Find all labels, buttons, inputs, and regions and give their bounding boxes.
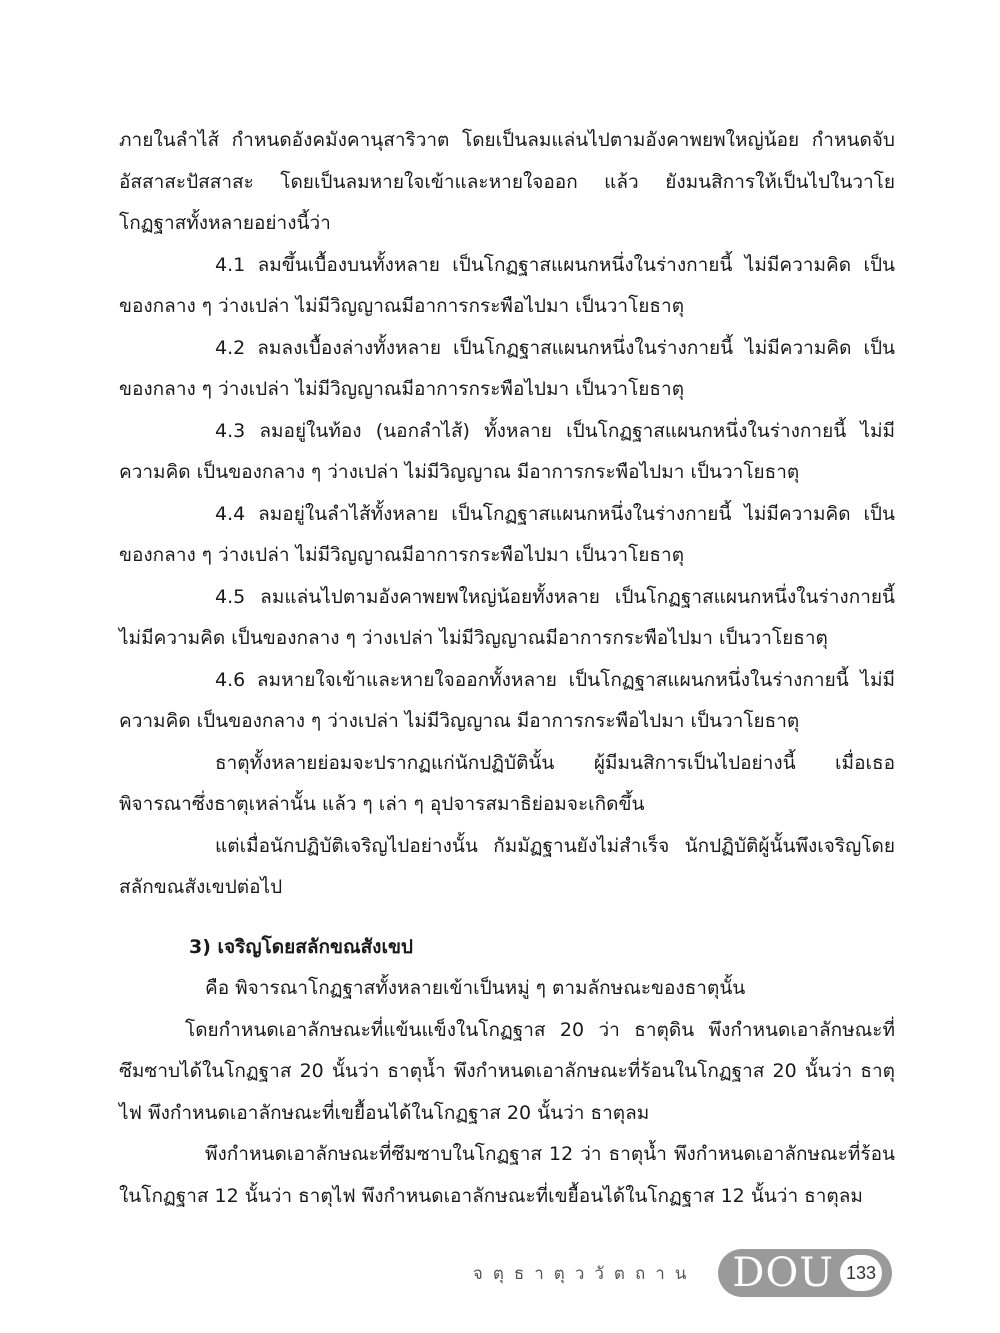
list-item: 4.1 ลมขึ้นเบื้องบนทั้งหลาย เป็นโกฏฐาสแผนกหนึ่งในร่างกายนี้ ไม่มีความคิด เป็นของกลาง ๆ ว่างเปล่า ไม่มีวิญญาณมีอาการกระพือไปมา เป็นวาโยธาตุ	[119, 253, 895, 317]
list-item: 4.3 ลมอยู่ในท้อง (นอกลำไส้) ทั้งหลาย เป็นโกฏฐาสแผนกหนึ่งในร่างกายนี้ ไม่มีความคิด เป็นของกลาง ๆ ว่างเปล่า ไม่มีวิญญาณ มีอาการกระพือไปมา เป็นวาโยธาตุ	[119, 419, 895, 483]
page-number: 133	[840, 1255, 882, 1291]
list-item: 4.4 ลมอยู่ในลำไส้ทั้งหลาย เป็นโกฏฐาสแผนกหนึ่งในร่างกายนี้ ไม่มีความคิด เป็นของกลาง ๆ ว่างเปล่า ไม่มีวิญญาณมีอาการกระพือไปมา เป็นวาโยธาตุ	[119, 502, 895, 566]
list-item: 4.2 ลมลงเบื้องล่างทั้งหลาย เป็นโกฏฐาสแผนกหนึ่งในร่างกายนี้ ไม่มีความคิด เป็นของกลาง ๆ ว่างเปล่า ไม่มีวิญญาณมีอาการกระพือไปมา เป็นวาโยธาตุ	[119, 336, 895, 400]
paragraph: ธาตุทั้งหลายย่อมจะปรากฏแก่นักปฏิบัตินั้น ผู้มีมนสิการเป็นไปอย่างนี้ เมื่อเธอพิจารณาซึ่งธาตุเหล่านั้น แล้ว ๆ เล่า ๆ อุปจารสมาธิย่อมจะเกิดขึ้น	[119, 751, 895, 815]
list-item: 4.6 ลมหายใจเข้าและหายใจออกทั้งหลาย เป็นโกฏฐาสแผนกหนึ่งในร่างกายนี้ ไม่มีความคิด เป็นของกลาง ๆ ว่างเปล่า ไม่มีวิญญาณ มีอาการกระพือไปมา เป็นวาโยธาตุ	[119, 668, 895, 732]
book-title: จตุธาตุววัตถาน	[472, 1263, 697, 1284]
section-heading: 3) เจริญโดยสลักขณสังเขป	[189, 935, 413, 958]
page-footer	[473, 1248, 892, 1298]
paragraph: คือ พิจารณาโกฏฐาสทั้งหลายเข้าเป็นหมู่ ๆ ตามลักษณะของธาตุนั้น	[205, 977, 746, 999]
dou-badge	[718, 1249, 892, 1297]
paragraph: โดยกำหนดเอาลักษณะที่แข้นแข็งในโกฏฐาส 20 ว่า ธาตุดิน พึงกำหนดเอาลักษณะที่ซึมซาบได้ในโกฏฐาส 20 นั้นว่า ธาตุน้ำ พึงกำหนดเอาลักษณะที่ร้อนในโกฏฐาส 20 นั้นว่า ธาตุไฟ พึงกำหนดเอาลักษณะที่เขยื้อนได้ในโกฏฐาส 20 นั้นว่า ธาตุลม	[119, 1018, 895, 1124]
list-item: 4.5 ลมแล่นไปตามอังคาพยพใหญ่น้อยทั้งหลาย เป็นโกฏฐาสแผนกหนึ่งในร่างกายนี้ ไม่มีความคิด เป็นของกลาง ๆ ว่างเปล่า ไม่มีวิญญาณมีอาการกระพือไปมา เป็นวาโยธาตุ	[119, 585, 895, 649]
dou-logo: DOU	[732, 1250, 834, 1296]
intro-paragraph: ภายในลำไส้ กำหนดอังคมังคานุสาริวาต โดยเป็นลมแล่นไปตามอังคาพยพใหญ่น้อย กำหนดจับอัสสาสะปัสสาสะ โดยเป็นลมหายใจเข้าและหายใจออก แล้ว ยังมนสิการให้เป็นไปในวาโยโกฏฐาสทั้งหลายอย่างนี้ว่า	[119, 129, 895, 234]
paragraph: แต่เมื่อนักปฏิบัติเจริญไปอย่างนั้น กัมมัฏฐานยังไม่สำเร็จ นักปฏิบัติผู้นั้นพึงเจริญโดยสลักขณสังเขปต่อไป	[119, 834, 895, 898]
paragraph: พึงกำหนดเอาลักษณะที่ซึมซาบในโกฏฐาส 12 ว่า ธาตุน้ำ พึงกำหนดเอาลักษณะที่ร้อนในโกฏฐาส 12 นั้นว่า ธาตุไฟ พึงกำหนดเอาลักษณะที่เขยื้อนได้ในโกฏฐาส 12 นั้นว่า ธาตุลม	[119, 1143, 895, 1207]
body-text	[119, 120, 895, 1217]
